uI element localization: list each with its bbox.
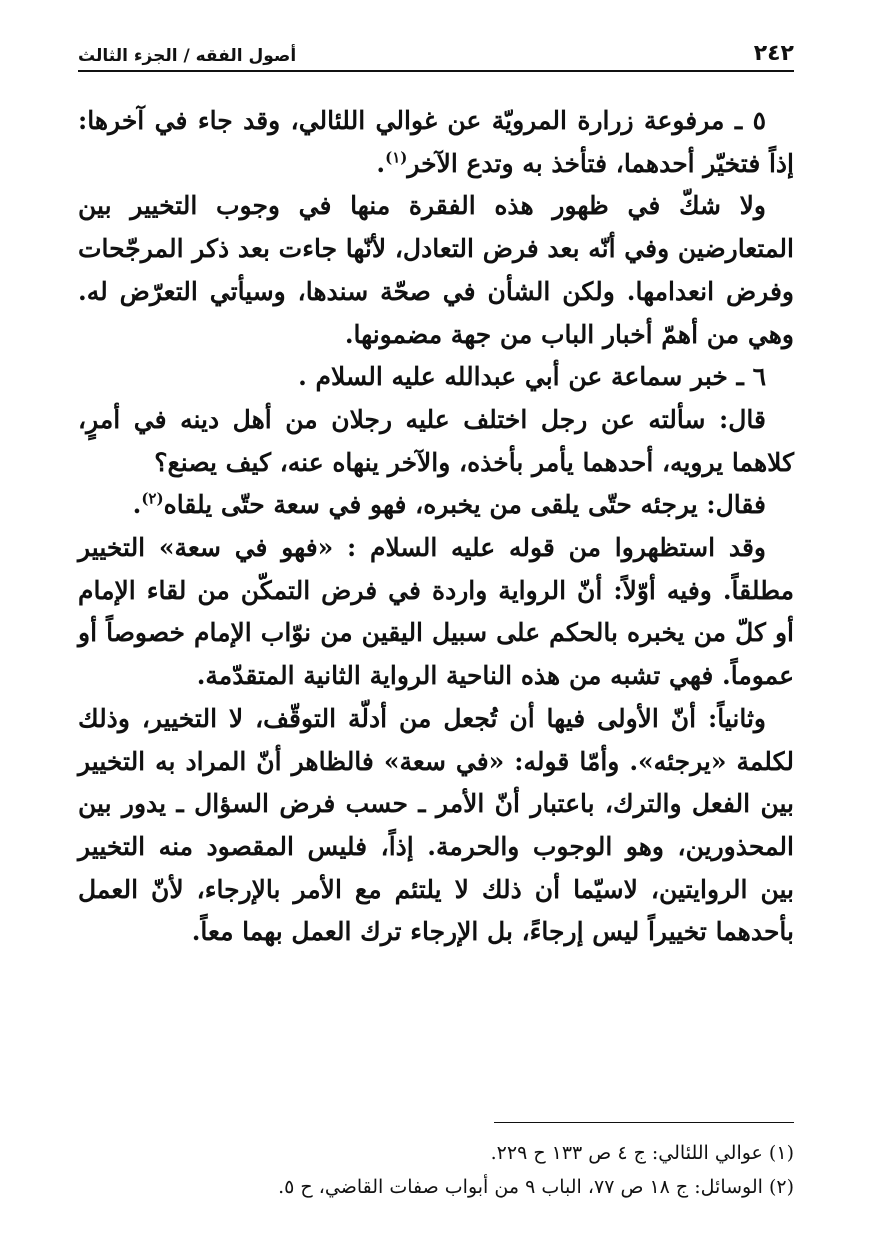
body-text xyxy=(78,100,794,954)
running-head xyxy=(78,38,794,72)
paragraph-5 xyxy=(78,484,794,527)
paragraph-2: ولا شكّ في ظهور هذه الفقرة منها في وجوب التخيير بين المتعارضين وفي أنّه بعد فرض التعادل، لأنّها جاءت بعد ذكر المرجّحات وفرض انعدامها. ولكن الشأن في صحّة سندها، وسيأتي التعرّض له. وهي من أهمّ أخبار الباب من جهة مضمونها. xyxy=(78,191,794,349)
footnote-ref-2: (٢) xyxy=(141,490,164,508)
footnotes xyxy=(78,1136,794,1204)
paragraph-1-end: . xyxy=(376,148,386,178)
footnote-divider xyxy=(494,1122,794,1123)
paragraph-1-text: ٥ ـ مرفوعة زرارة المرويّة عن غوالي اللئالي، وقد جاء في آخرها: إذاً فتخيّر أحدهما، فتأخذ به وتدع الآخر xyxy=(78,106,794,178)
footnote-ref-1: (١) xyxy=(385,148,408,167)
footnote-2: (٢) الوسائل: ج ١٨ ص ٧٧، الباب ٩ من أبواب صفات القاضي، ح ٥. xyxy=(278,1176,794,1198)
paragraph-6: وقد استظهروا من قوله عليه السلام : «فهو في سعة» التخيير مطلقاً. وفيه أوّلاً: أنّ الرواية واردة في فرض التمكّن من لقاء الإمام أو كلّ من يخبره بالحكم على سبيل اليقين من نوّاب الإمام خصوصاً أو عموماً. فهي تشبه من هذه الناحية الرواية الثانية المتقدّمة. xyxy=(78,533,795,691)
running-title: أصول الفقه / الجزء الثالث xyxy=(78,46,297,66)
page-number: ٢٤٢ xyxy=(753,41,794,66)
paragraph-5-text: فقال: يرجئه حتّى يلقى من يخبره، فهو في سعة حتّى يلقاه xyxy=(163,490,766,520)
paragraph-5-end: . xyxy=(132,490,142,520)
footnote-1: (١) عوالي اللئالي: ج ٤ ص ١٣٣ ح ٢٢٩. xyxy=(490,1142,794,1164)
paragraph-7: وثانياً: أنّ الأولى فيها أن تُجعل من أدلّة التوقّف، لا التخيير، وذلك لكلمة «يرجئه». وأمّا قوله: «في سعة» فالظاهر أنّ المراد به التخيير بين الفعل والترك، باعتبار أنّ الأمر ـ حسب فرض السؤال ـ يدور بين المحذورين، وهو الوجوب والحرمة. إذاً، فليس المقصود منه التخيير بين الروايتين، لاسيّما أن ذلك لا يلتئم مع الأمر بالإرجاء، لأنّ العمل بأحدهما تخييراً ليس إرجاءً، بل الإرجاء ترك العمل بهما معاً. xyxy=(78,703,794,947)
paragraph-3: ٦ ـ خبر سماعة عن أبي عبدالله عليه السلام . xyxy=(298,362,766,392)
paragraph-1 xyxy=(78,100,794,185)
paragraph-4: قال: سألته عن رجل اختلف عليه رجلان من أهل دينه في أمرٍ، كلاهما يرويه، أحدهما يأمر بأخذه، والآخر ينهاه عنه، كيف يصنع؟ xyxy=(78,404,794,477)
